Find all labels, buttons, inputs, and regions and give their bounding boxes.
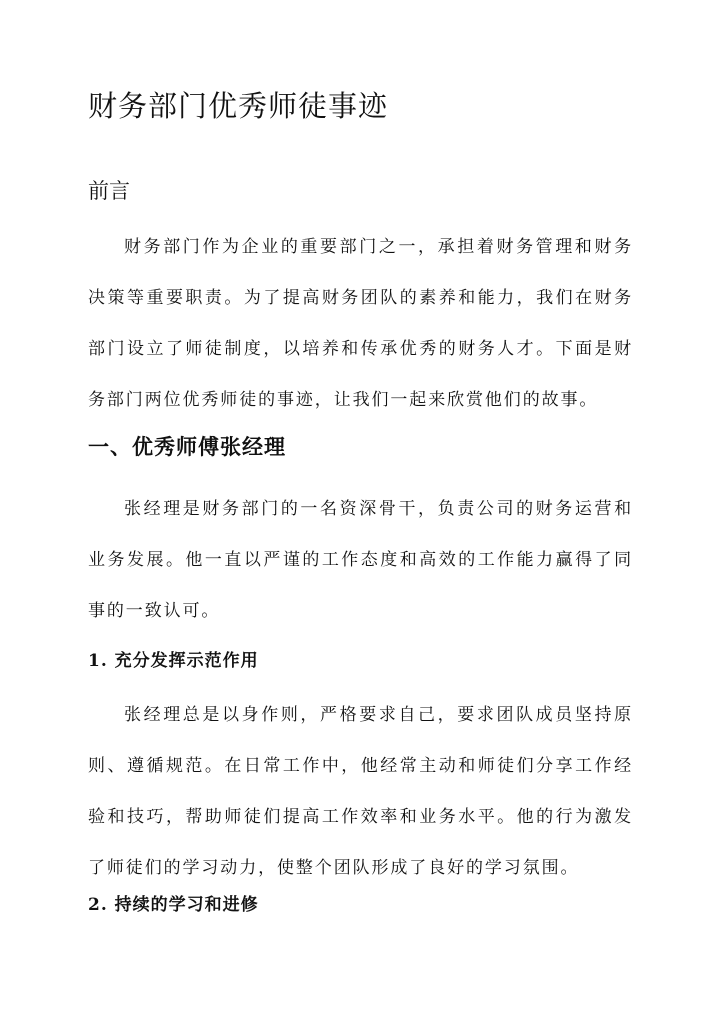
section-heading-preface: 前言: [88, 179, 130, 203]
subsection-heading-continuous-learning: 2. 持续的学习和进修: [88, 895, 259, 915]
role-model-paragraph: 张经理总是以身作则，严格要求自己，要求团队成员坚持原则、遵循规范。在日常工作中，他经常主动和师徒们分享工作经验和技巧，帮助师徒们提高工作效率和业务水平。他的行为激发了师徒们的学习动力，使整个团队形成了良好的学习氛围。: [88, 705, 633, 878]
mentor-intro-paragraph: 张经理是财务部门的一名资深骨干，负责公司的财务运营和业务发展。他一直以严谨的工作态度和高效的工作能力赢得了同事的一致认可。: [88, 499, 633, 621]
document-title: 财务部门优秀师徒事迹: [88, 89, 389, 123]
preface-paragraph: 财务部门作为企业的重要部门之一，承担着财务管理和财务决策等重要职责。为了提高财务团队的素养和能力，我们在财务部门设立了师徒制度，以培养和传承优秀的财务人才。下面是财务部门两位优秀师徒的事迹，让我们一起来欣赏他们的故事。: [88, 237, 633, 410]
subsection-heading-role-model: 1. 充分发挥示范作用: [88, 651, 259, 671]
section-heading-mentor: 一、优秀师傅张经理: [88, 434, 286, 459]
